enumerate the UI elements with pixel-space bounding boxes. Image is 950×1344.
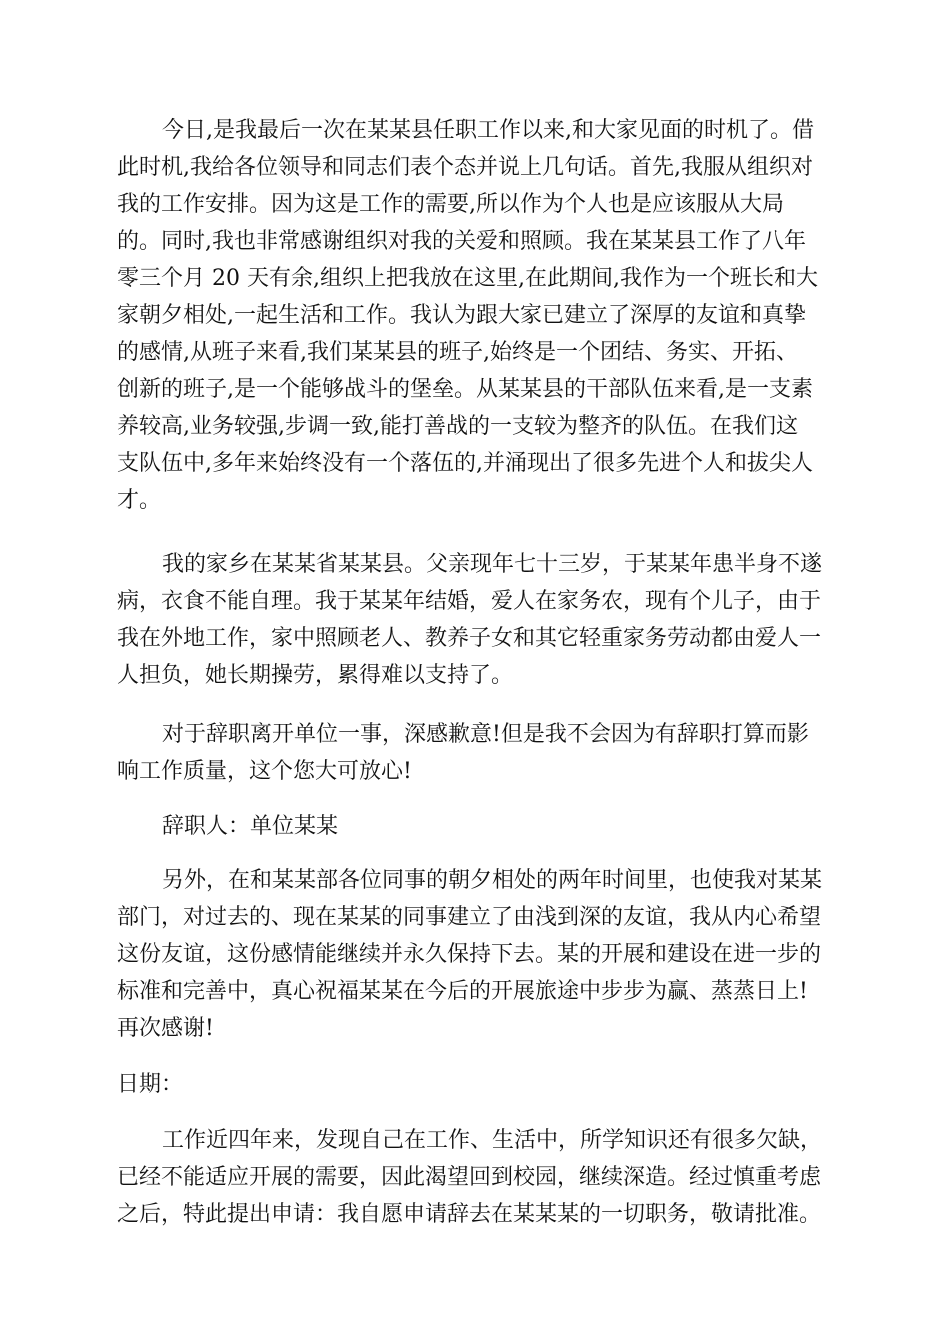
- text-line: 的感情,从班子来看,我们某某县的班子,始终是一个团结、务实、开拓、: [117, 340, 798, 365]
- text-line: 家朝夕相处,一起生活和工作。我认为跟大家已建立了深厚的友谊和真挚: [117, 303, 806, 328]
- text-line: 我的工作安排。因为这是工作的需要,所以作为个人也是应该服从大局: [117, 192, 784, 217]
- text-line: 工作近四年来，发现自己在工作、生活中，所学知识还有很多欠缺，: [162, 1128, 823, 1153]
- text-line: 才。: [117, 488, 162, 513]
- text-line: 对于辞职离开单位一事，深感歉意!但是我不会因为有辞职打算而影: [162, 722, 809, 747]
- paragraph-family-situation: [117, 546, 837, 694]
- text-line: 病，衣食不能自理。我于某某年结婚，爱人在家务农，现有个儿子，由于: [117, 589, 822, 614]
- text-line: 部门，对过去的、现在某某的同事建立了由浅到深的友谊，我从内心希望: [117, 905, 822, 930]
- text-line: 零三个月 20 天有余,组织上把我放在这里,在此期间,我作为一个班长和大: [117, 266, 818, 291]
- text-line: 响工作质量，这个您大可放心!: [117, 759, 412, 784]
- text-line: 的。同时,我也非常感谢组织对我的关爱和照顾。我在某某县工作了八年: [117, 229, 806, 254]
- text-line: 日期：: [117, 1072, 184, 1097]
- text-line: 养较高,业务较强,步调一致,能打善战的一支较为整齐的队伍。在我们这: [117, 414, 798, 439]
- text-line: 辞职人：单位某某: [162, 814, 339, 839]
- text-line: 此时机,我给各位领导和同志们表个态并说上几句话。首先,我服从组织对: [117, 155, 813, 180]
- text-line: 另外，在和某某部各位同事的朝夕相处的两年时间里，也使我对某某: [162, 868, 823, 893]
- text-line: 这份友谊，这份感情能继续并永久保持下去。某的开展和建设在进一步的: [117, 942, 822, 967]
- text-line: 创新的班子,是一个能够战斗的堡垒。从某某县的干部队伍来看,是一支素: [117, 377, 813, 402]
- text-line: 之后，特此提出申请：我自愿申请辞去在某某某的一切职务，敬请批准。: [117, 1202, 822, 1227]
- paragraph-resignation-request: [117, 1122, 837, 1233]
- text-line: 支队伍中,多年来始终没有一个落伍的,并涌现出了很多先进个人和拔尖人: [117, 451, 813, 476]
- text-line: 已经不能适应开展的需要，因此渴望回到校园，继续深造。经过慎重考虑: [117, 1165, 822, 1190]
- signature-line: [117, 808, 837, 845]
- paragraph-apology: [117, 716, 837, 790]
- text-line: 人担负，她长期操劳，累得难以支持了。: [117, 663, 514, 688]
- text-line: 再次感谢!: [117, 1016, 214, 1041]
- text-line: 我的家乡在某某省某某县。父亲现年七十三岁，于某某年患半身不遂: [162, 552, 823, 577]
- text-line: 今日,是我最后一次在某某县任职工作以来,和大家见面的时机了。借: [162, 118, 814, 143]
- date-line: [117, 1066, 837, 1103]
- paragraph-thanks: [117, 862, 837, 1047]
- text-line: 标准和完善中，真心祝福某某在今后的开展旅途中步步为赢、蒸蒸日上!: [117, 979, 808, 1004]
- paragraph-farewell-speech: [117, 112, 837, 519]
- text-line: 我在外地工作，家中照顾老人、教养子女和其它轻重家务劳动都由爱人一: [117, 626, 822, 651]
